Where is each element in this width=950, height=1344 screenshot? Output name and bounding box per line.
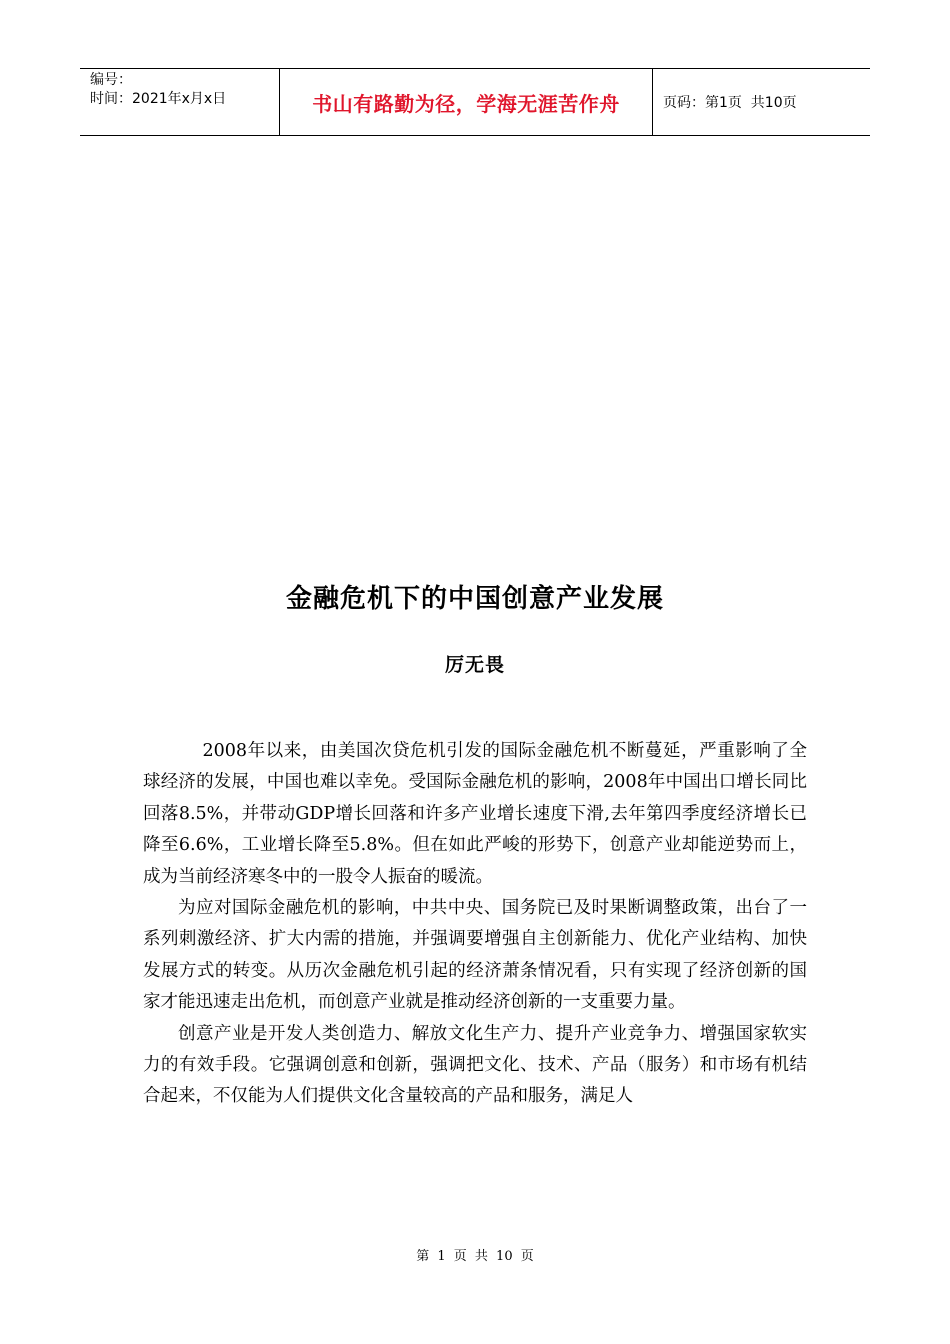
number-label: 编号： (90, 72, 132, 88)
article-body (143, 736, 807, 1113)
paragraph: 为应对国际金融危机的影响，中共中央、国务院已及时果断调整政策，出台了一系列刺激经济、扩大内需的措施，并强调要增强自主创新能力、优化产业结构、加快发展方式的转变。从历次金融危机引起的经济萧条情况看，只有实现了经济创新的国家才能迅速走出危机，而创意产业就是推动经济创新的一支重要力量。 (143, 898, 807, 1013)
article-title: 金融危机下的中国创意产业发展 (285, 584, 664, 614)
paragraph: 创意产业是开发人类创造力、解放文化生产力、提升产业竞争力、增强国家软实力的有效手段。它强调创意和创新，强调把文化、技术、产品（服务）和市场有机结合起来，不仅能为人们提供文化含量较高的产品和服务，满足人 (143, 1023, 807, 1107)
paragraph: 2008年以来，由美国次贷危机引发的国际金融危机不断蔓延，严重影响了全球经济的发展，中国也难以幸免。受国际金融危机的影响，2008年中国出口增长同比回落8.5%，并带动GDP增长回落和许多产业增长速度下滑,去年第四季度经济增长已降至6.6%，工业增长降至5.8%。但在如此严峻的形势下，创意产业却能逆势而上，成为当前经济寒冬中的一股令人振奋的暖流。 (143, 741, 807, 887)
article-author: 厉无畏 (444, 654, 505, 676)
header-page-info: 页码：第1页 共10页 (663, 95, 797, 111)
header-meta (80, 69, 280, 135)
date-label: 时间：2021年x月x日 (90, 91, 227, 107)
document-header (80, 68, 870, 136)
page-footer: 第 1 页 共 10 页 (416, 1249, 534, 1264)
header-motto: 书山有路勤为径，学海无涯苦作舟 (280, 69, 653, 135)
